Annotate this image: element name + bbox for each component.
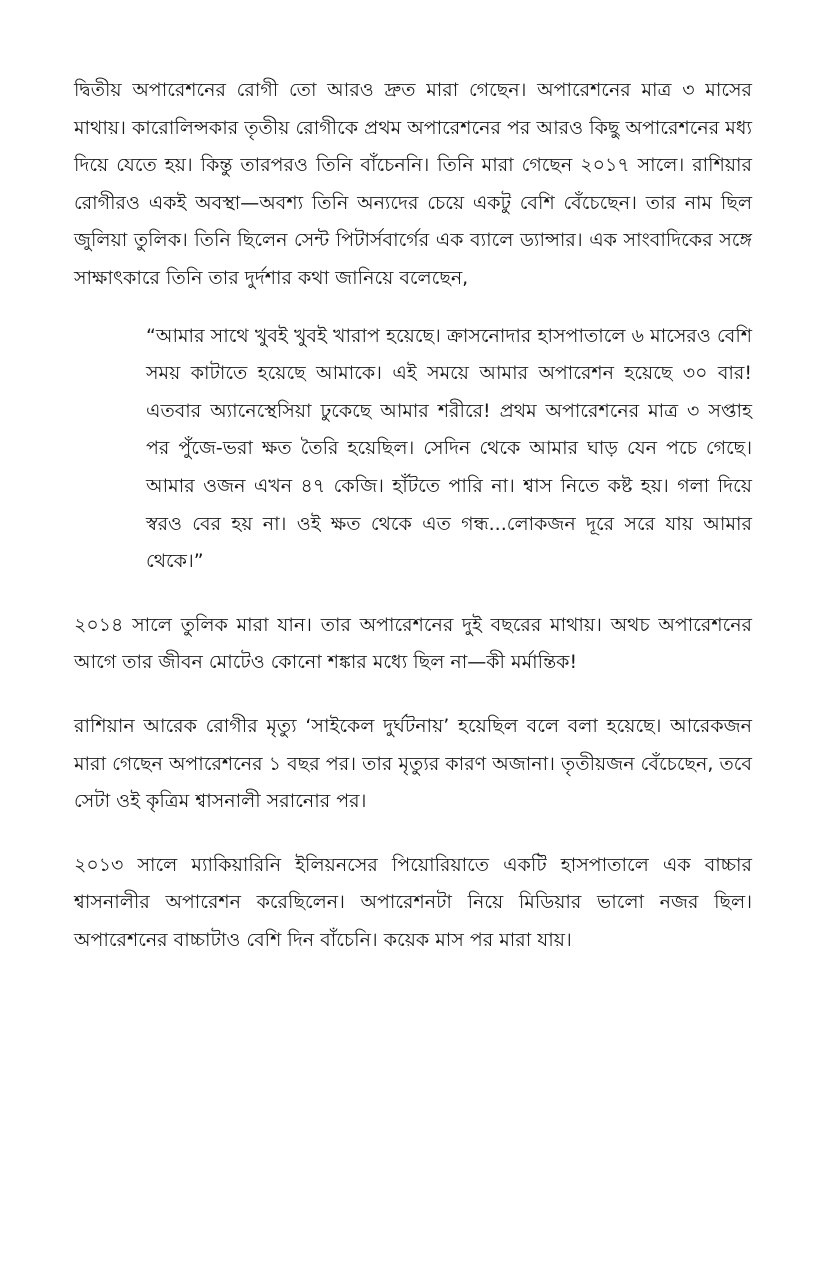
block-quote: “আমার সাথে খুবই খুবই খারাপ হয়েছে। ক্রাসনোদার হাসপাতালে ৬ মাসেরও বেশি সময় কাটাতে হয়েছে আমাকে। এই সময়ে আমার অপারেশন হয়েছে ৩০ বার! এতবার অ্যানেস্থেসিয়া ঢুকেছে আমার শরীরে! প্রথম অপারেশনের মাত্র ৩ সপ্তাহ পর পুঁজে-ভরা ক্ষত তৈরি হয়েছিল। সেদিন থেকে আমার ঘাড় যেন পচে গেছে। আমার ওজন এখন ৪৭ কেজি। হাঁটতে পারি না। শ্বাস নিতে কষ্ট হয়। গলা দিয়ে স্বরও বের হয় না। ওই ক্ষত থেকে এত গন্ধ...লোকজন দূরে সরে যায় আমার থেকে।” bbox=[146, 324, 752, 573]
paragraph-2: ২০১৪ সালে তুলিক মারা যান। তার অপারেশনের দুই বছরের মাথায়। অথচ অপারেশনের আগে তার জীবন মোটেও কোনো শঙ্কার মধ্যে ছিল না—কী মর্মান্তিক! bbox=[74, 613, 752, 674]
paragraph-3: রাশিয়ান আরেক রোগীর মৃত্যু ‘সাইকেল দুর্ঘটনায়’ হয়েছিল বলে বলা হয়েছে। আরেকজন মারা গেছেন অপারেশনের ১ বছর পর। তার মৃত্যুর কারণ অজানা। তৃতীয়জন বেঁচেছেন, তবে সেটা ওই কৃত্রিম শ্বাসনালী সরানোর পর। bbox=[74, 714, 752, 813]
page-body bbox=[74, 72, 752, 959]
paragraph-1: দ্বিতীয় অপারেশনের রোগী তো আরও দ্রুত মারা গেছেন। অপারেশনের মাত্র ৩ মাসের মাথায়। কারোলিন্সকার তৃতীয় রোগীকে প্রথম অপারেশনের পর আরও কিছু অপারেশনের মধ্য দিয়ে যেতে হয়। কিন্তু তারপরও তিনি বাঁচেননি। তিনি মারা গেছেন ২০১৭ সালে। রাশিয়ার রোগীরও একই অবস্থা—অবশ্য তিনি অন্যদের চেয়ে একটু বেশি বেঁচেছেন। তার নাম ছিল জুলিয়া তুলিক। তিনি ছিলেন সেন্ট পিটার্সবার্গের এক ব্যালে ড্যান্সার। এক সাংবাদিকের সঙ্গে সাক্ষাৎকারে তিনি তার দুর্দশার কথা জানিয়ে বলেছেন, bbox=[74, 79, 752, 289]
paragraph-4: ২০১৩ সালে ম্যাকিয়ারিনি ইলিয়নসের পিয়োরিয়াতে একটি হাসপাতালে এক বাচ্চার শ্বাসনালীর অপারেশন করেছিলেন। অপারেশনটা নিয়ে মিডিয়ার ভালো নজর ছিল। অপারেশনের বাচ্চাটাও বেশি দিন বাঁচেনি। কয়েক মাস পর মারা যায়। bbox=[74, 853, 752, 951]
